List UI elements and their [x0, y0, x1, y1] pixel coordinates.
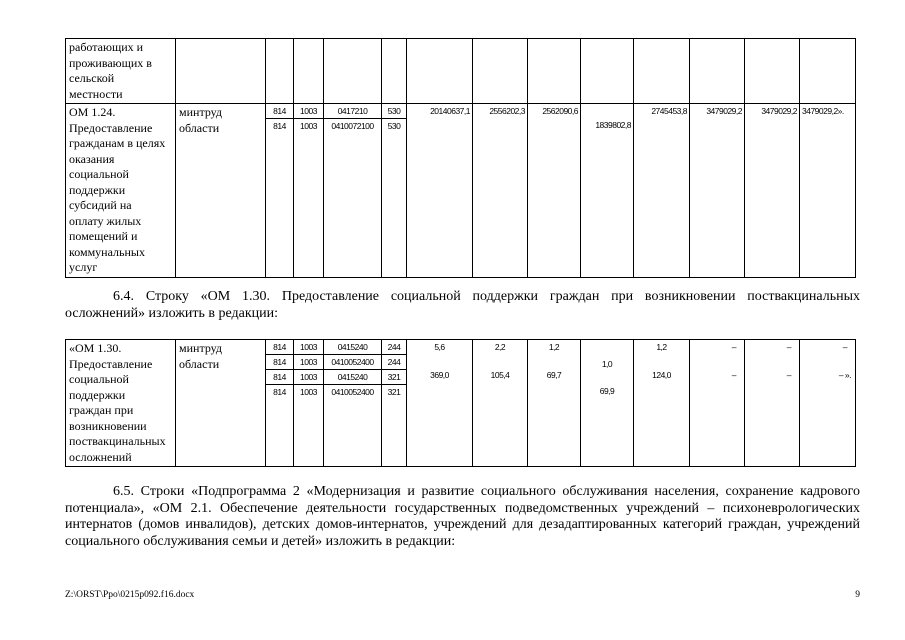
section-code-cell: 1003 1003 1003 1003: [294, 340, 324, 467]
value-cell: 5,6 369,0: [407, 340, 473, 467]
expense-type-cell: 244 244 321 321: [382, 340, 407, 467]
page-number: 9: [855, 590, 860, 600]
executor-cell: минтруд области: [176, 104, 266, 278]
expense-type-cell: 530 530: [382, 104, 407, 278]
row-name-cell: ОМ 1.24. Предоставление гражданам в целях оказания социальной поддержки субсидий на оплату жилых помещений и коммунальных услуг: [66, 104, 176, 278]
table-row-om-1-24: [66, 104, 856, 278]
value-cell: 2,2 105,4: [473, 340, 528, 467]
value-cell: 20140637,1: [407, 104, 473, 278]
paragraph-6-5: 6.5. Строки «Подпрограмма 2 «Модернизация и развитие социального обслуживания населения, сохранение кадрового потенциала», «ОМ 2.1. Обеспечение деятельности государственных подведомственных учреждений – психоневрологических интернатов (домов инвалидов), детских домов-интернатов, учреждений для дезадаптированных категорий граждан, учреждений социального обслуживания семьи и детей» изложить в редакции:: [65, 484, 860, 549]
value-cell: 2745453,8: [634, 104, 690, 278]
row-name-cell: «ОМ 1.30. Предоставление социальной поддержки граждан при возникновении поствакцинальных осложнений: [66, 340, 176, 467]
value-cell: – – ».: [800, 340, 856, 467]
value-cell: 1,2 69,7: [528, 340, 581, 467]
value-cell: 3479029,2: [745, 104, 800, 278]
budget-table-2: [65, 339, 856, 467]
paragraph-6-4: 6.4. Строку «ОМ 1.30. Предоставление социальной поддержки граждан при возникновении поствакцинальных осложнений» изложить в редакции:: [65, 289, 860, 321]
grbs-code-cell: 814 814 814 814: [266, 340, 294, 467]
value-cell: 1,0 69,9: [581, 340, 634, 467]
value-cell: – –: [690, 340, 745, 467]
grbs-code-cell: 814 814: [266, 104, 294, 278]
value-cell: 1839802,8: [581, 104, 634, 278]
target-code-cell: 0415240 0410052400 0415240 0410052400: [324, 340, 382, 467]
target-code-cell: 0417210 0410072100: [324, 104, 382, 278]
table-row-om-1-30: [66, 340, 856, 467]
section-code-cell: 1003 1003: [294, 104, 324, 278]
value-cell: 1,2 124,0: [634, 340, 690, 467]
table-row: [66, 39, 856, 104]
row-name-cell: работающих и проживающих в сельской местности: [66, 39, 176, 104]
value-cell: 2562090,6: [528, 104, 581, 278]
value-cell: 2556202,3: [473, 104, 528, 278]
value-cell: 3479029,2: [690, 104, 745, 278]
value-cell: – –: [745, 340, 800, 467]
value-cell: 3479029,2».: [800, 104, 856, 278]
executor-cell: минтруд области: [176, 340, 266, 467]
footer-file-path: Z:\ORST\Ppo\0215p092.f16.docx: [65, 590, 195, 600]
budget-table-1: [65, 38, 856, 278]
